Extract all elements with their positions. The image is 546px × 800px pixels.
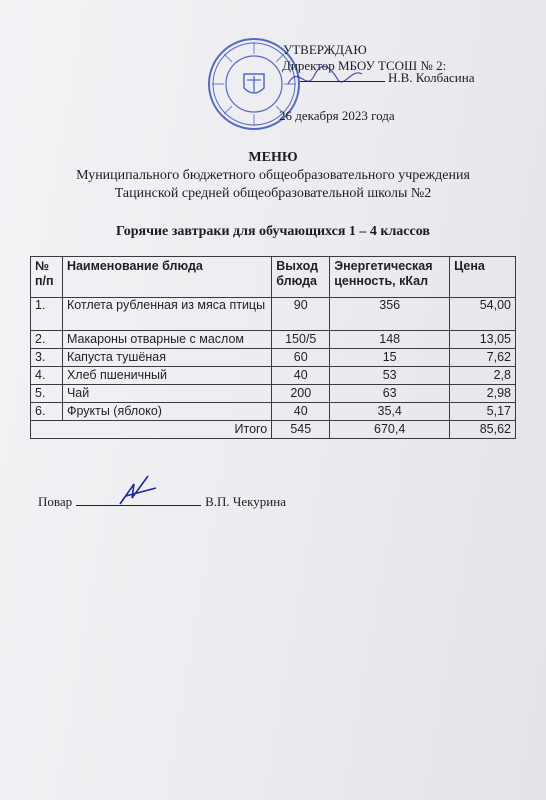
approval-block [0,0,546,130]
row-number: 1. [31,298,63,331]
table-row [31,349,516,367]
dish-price: 2,98 [450,385,516,403]
total-price: 85,62 [450,421,516,439]
table-row [31,403,516,421]
dish-price: 2,8 [450,367,516,385]
dish-yield: 200 [272,385,330,403]
dish-yield: 60 [272,349,330,367]
director-signature [280,54,390,104]
approve-label: УТВЕРЖДАЮ [283,42,367,57]
dish-yield: 40 [272,403,330,421]
table-row [31,385,516,403]
dish-name: Фрукты (яблоко) [62,403,271,421]
dish-price: 54,00 [450,298,516,331]
organization-line-1: Муниципального бюджетного общеобразовательного учреждения [76,168,470,183]
director-name: Н.В. Колбасина [388,70,475,85]
table-row [31,298,516,331]
cook-name: В.П. Чекурина [205,494,286,509]
table-row [31,367,516,385]
dish-kcal: 356 [330,298,450,331]
table-header-row [31,257,516,298]
dish-price: 13,05 [450,331,516,349]
table-total-row [31,421,516,439]
row-number: 2. [31,331,63,349]
header-number: № п/п [31,257,63,298]
cook-label: Повар [38,494,73,509]
dish-kcal: 35,4 [330,403,450,421]
header-energy: Энергетическая ценность, кКал [330,257,450,298]
director-position: Директор МБОУ ТСОШ № 2: [282,58,447,73]
menu-table [30,256,516,439]
dish-name: Хлеб пшеничный [62,367,271,385]
dish-kcal: 15 [330,349,450,367]
cook-line [38,494,286,510]
dish-name: Капуста тушёная [62,349,271,367]
dish-price: 5,17 [450,403,516,421]
header-price: Цена [450,257,516,298]
row-number: 3. [31,349,63,367]
row-number: 4. [31,367,63,385]
row-number: 6. [31,403,63,421]
header-yield: Выход блюда [272,257,330,298]
row-number: 5. [31,385,63,403]
dish-name: Макароны отварные с маслом [62,331,271,349]
header-dish-name: Наименование блюда [62,257,271,298]
dish-yield: 150/5 [272,331,330,349]
dish-name: Чай [62,385,271,403]
table-row [31,331,516,349]
menu-title: МЕНЮ [248,150,298,165]
dish-yield: 40 [272,367,330,385]
dish-name: Котлета рубленная из мяса птицы [62,298,271,331]
menu-subtitle: Горячие завтраки для обучающихся 1 – 4 классов [116,224,430,239]
total-yield: 545 [272,421,330,439]
dish-yield: 90 [272,298,330,331]
dish-price: 7,62 [450,349,516,367]
total-kcal: 670,4 [330,421,450,439]
cook-signature-rule [76,505,201,506]
dish-kcal: 53 [330,367,450,385]
approval-date: 26 декабря 2023 года [279,108,395,123]
dish-kcal: 63 [330,385,450,403]
organization-line-2: Тацинской средней общеобразовательной школы №2 [114,186,432,201]
dish-kcal: 148 [330,331,450,349]
total-label: Итого [31,421,272,439]
